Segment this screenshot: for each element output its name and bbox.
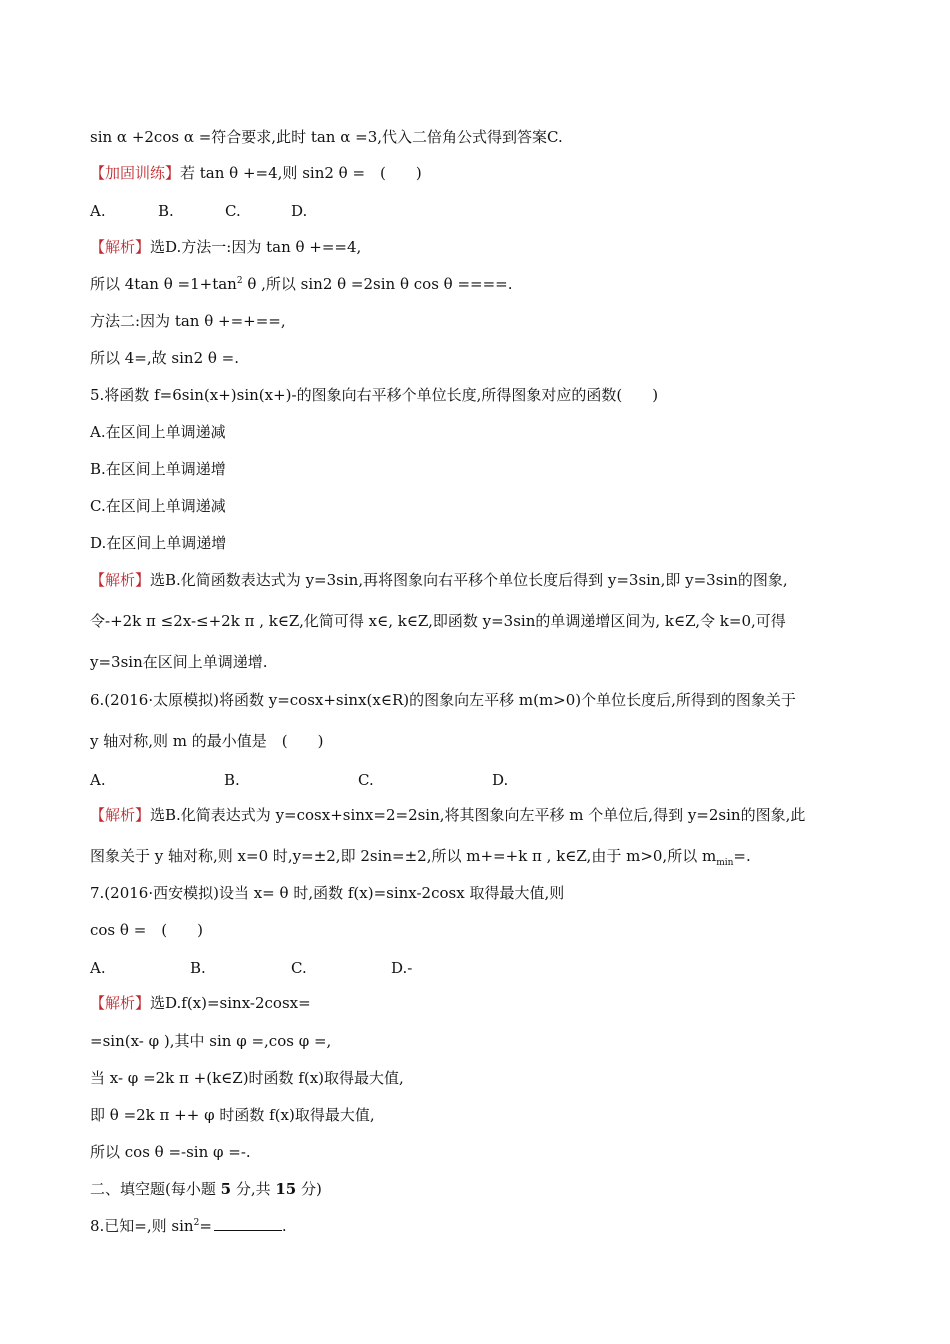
section-number: 5 [220,1180,232,1198]
q6-solution-line [90,846,751,866]
subscript: min [716,858,734,868]
section-text: 分) [296,1180,322,1198]
q5-solution-line: 令-+2k π ≤2x-≤+2k π , k∈Z,化简可得 x∈, k∈Z,即函数 y=3sin的单调递增区间为, k∈Z,令 k=0,可得 [90,612,786,630]
solution-text: θ ,所以 sin2 θ =2sin θ cos θ ====. [242,275,513,293]
section-number: 15 [275,1180,297,1198]
q7-solution-line [90,993,311,1013]
solution-line [90,274,513,294]
q7-option-d: D.- [391,959,413,977]
question-text: 8.已知=,则 sin [90,1217,194,1235]
option-d: D. [291,202,308,220]
solution-line [90,237,361,257]
answer-blank[interactable] [214,1216,282,1231]
q6-option-d: D. [492,771,509,789]
analysis-tag: 【解析】 [90,994,151,1012]
q6-option-a: A. [90,771,106,789]
training-question: 若 tan θ +=4,则 sin2 θ = ( ) [180,164,422,182]
solution-text: 所以 4tan θ =1+tan [90,275,237,293]
superscript: 2 [236,276,243,286]
question-8 [90,1216,287,1236]
q5-solution-line [90,570,788,590]
solution-line: 所以 4=,故 sin2 θ =. [90,349,240,367]
solution-text: 图象关于 y 轴对称,则 x=0 时,y=±2,即 2sin=±2,所以 m+=+k π , k∈Z,由于 m>0,所以 m [90,847,717,865]
question-5: 5.将函数 f=6sin(x+)sin(x+)-的图象向右平移个单位长度,所得图象对应的函数( ) [90,386,659,404]
option-a: A. [90,202,106,220]
q7-solution-line: 当 x- φ =2k π +(k∈Z)时函数 f(x)取得最大值, [90,1069,404,1087]
q7-option-a: A. [90,959,106,977]
analysis-tag: 【解析】 [90,238,151,256]
q5-option-c: C.在区间上单调递减 [90,497,226,515]
question-7-cont: cos θ = ( ) [90,921,203,939]
analysis-tag: 【解析】 [90,571,151,589]
q5-solution-line: y=3sin在区间上单调递增. [90,653,268,671]
section-text: 二、填空题(每小题 [90,1180,221,1198]
q5-option-d: D.在区间上单调递增 [90,534,227,552]
training-tag: 【加固训练】 [90,164,181,182]
q5-option-a: A.在区间上单调递减 [90,423,226,441]
solution-text: =. [733,847,751,865]
question-6-cont: y 轴对称,则 m 的最小值是 ( ) [90,732,324,750]
section-heading [90,1179,322,1199]
superscript: 2 [193,1218,200,1228]
solution-text: 选D.f(x)=sinx-2cosx= [150,994,311,1012]
q7-option-c: C. [291,959,307,977]
solution-text: 选B.化简表达式为 y=cosx+sinx=2=2sin,将其图象向左平移 m 个单位后,得到 y=2sin的图象,此 [150,806,806,824]
q5-option-b: B.在区间上单调递增 [90,460,226,478]
question-6: 6.(2016·太原模拟)将函数 y=cosx+sinx(x∈R)的图象向左平移 m(m>0)个单位长度后,所得到的图象关于 [90,691,796,709]
analysis-tag: 【解析】 [90,806,151,824]
q7-solution-line: 所以 cos θ =-sin φ =-. [90,1143,251,1161]
q6-option-c: C. [358,771,374,789]
option-c: C. [225,202,241,220]
text-line: sin α +2cos α =符合要求,此时 tan α =3,代入二倍角公式得到答案C. [90,128,563,146]
solution-text: 选B.化简函数表达式为 y=3sin,再将图象向右平移个单位长度后得到 y=3sin,即 y=3sin的图象, [150,571,788,589]
q7-solution-line: =sin(x- φ ),其中 sin φ =,cos φ =, [90,1032,332,1050]
solution-line: 方法二:因为 tan θ +=+==, [90,312,286,330]
section-text: 分,共 [231,1180,276,1198]
q7-solution-line: 即 θ =2k π ++ φ 时函数 f(x)取得最大值, [90,1106,375,1124]
solution-text: 选D.方法一:因为 tan θ +==4, [150,238,362,256]
question-7: 7.(2016·西安模拟)设当 x= θ 时,函数 f(x)=sinx-2cosx 取得最大值,则 [90,884,565,902]
option-b: B. [158,202,174,220]
q6-option-b: B. [224,771,240,789]
question-text: = [199,1217,212,1235]
q7-option-b: B. [190,959,206,977]
question-text: . [281,1217,287,1235]
q6-solution-line [90,805,805,825]
training-line [90,163,422,183]
